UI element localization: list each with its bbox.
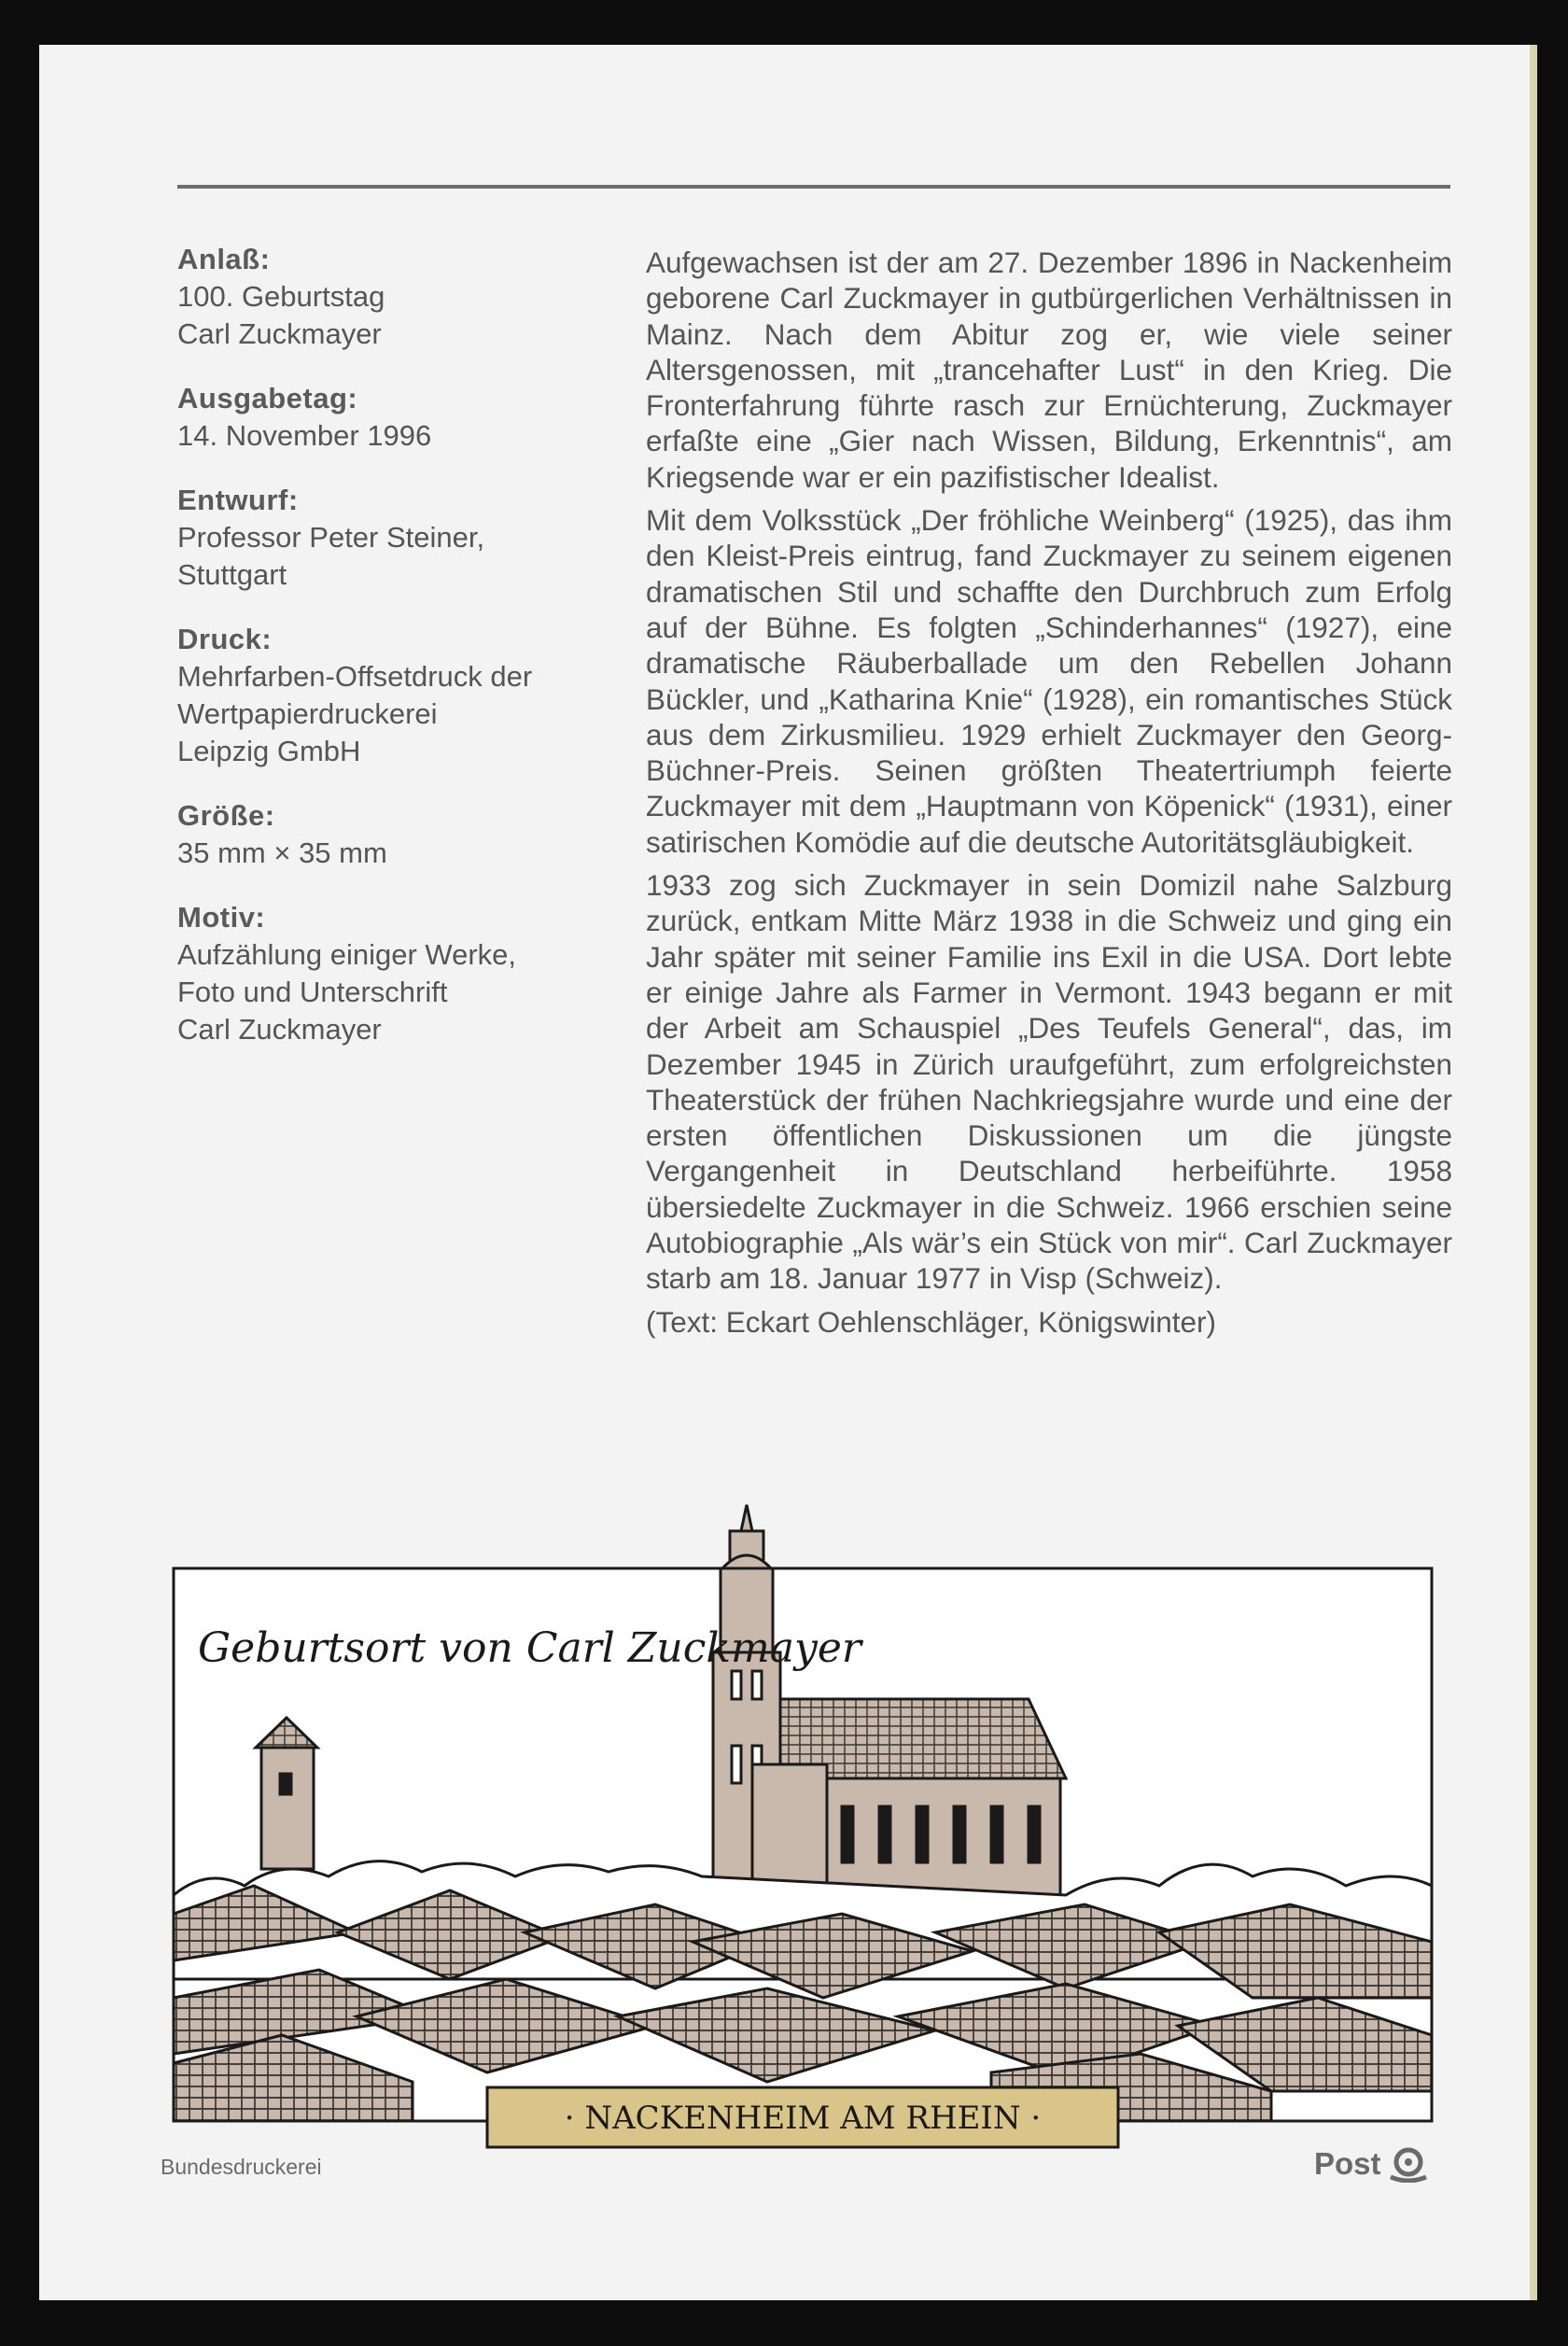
brand-label: Post [1314, 2146, 1381, 2181]
printer-credit: Bundesdruckerei [161, 2155, 322, 2179]
biography-paragraph: Mit dem Volksstück „Der fröhliche Weinberg“ (1925), das ihm den Kleist-Preis eintrug, fand Zuckmayer zu seinem eigenen dramatischen Stil und schaffte den Durchbruch zum Erfolg auf der Bühne. Es folgten „Schinderhannes“ (1927), eine dramatische Räuberballade um den Rebellen Johann Bückler, und „Katharina Knie“ (1928), ein romantisches Stück aus dem Zirkusmilieu. 1929 erhielt Zuckmayer den Georg-Büchner-Preis. Seinen größten Theatertriumph feierte Zuckmayer mit dem „Hauptmann von Köpenick“ (1931), einer satirischen Komödie auf die deutsche Autoritätsgläubigkeit. [646, 503, 1452, 859]
detail-label: Entwurf: [177, 484, 299, 516]
detail-issue-date [177, 380, 616, 455]
nackenheim-illustration [170, 1494, 1439, 2166]
post-horn-icon [1387, 2145, 1430, 2183]
top-rule [177, 185, 1450, 189]
detail-label: Anlaß: [177, 243, 271, 275]
detail-occasion [177, 241, 616, 353]
detail-print [177, 621, 616, 770]
page-edge [1530, 45, 1537, 2300]
detail-value: Aufzählung einiger Werke, Foto und Unterschrift Carl Zuckmayer [177, 938, 517, 1046]
biography-paragraph: Aufgewachsen ist der am 27. Dezember 1896 in Nackenheim geborene Carl Zuckmayer in gutbürgerlichen Verhältnissen in Mainz. Nach dem Abitur zog er, wie viele seiner Altersgenossen, mit „trancehafter Lust“ in den Krieg. Die Fronterfahrung führte rasch zur Ernüchterung, Zuckmayer erfaßte eine „Gier nach Wissen, Bildung, Erkenntnis“, am Kriegsende war er ein pazifistischer Idealist. [646, 246, 1452, 494]
text-credit: (Text: Eckart Oehlenschläger, Königswinter) [646, 1304, 1217, 1339]
post-brand [1314, 2145, 1430, 2183]
detail-design [177, 482, 616, 594]
detail-value: Professor Peter Steiner, Stuttgart [177, 521, 485, 591]
stamp-details [177, 241, 616, 1075]
detail-value: 35 mm × 35 mm [177, 836, 387, 869]
detail-label: Ausgabetag: [177, 382, 358, 414]
detail-value: 14. November 1996 [177, 419, 432, 452]
detail-size [177, 797, 616, 872]
detail-value: 100. Geburtstag Carl Zuckmayer [177, 280, 385, 350]
biography-paragraph: 1933 zog sich Zuckmayer in sein Domizil nahe Salzburg zurück, entkam Mitte März 1938 in die Schweiz und ging ein Jahr später mit seiner Familie ins Exil in die USA. Dort lebte er einige Jahre als Farmer in Vermont. 1943 begann er mit der Arbeit am Schauspiel „Des Teufels General“, das, im Dezember 1945 in Zürich uraufgeführt, zum erfolgreichsten Theaterstück der frühen Nachkriegsjahre wurde und eine der ersten öffentlichen Diskussionen um die jüngste Vergangenheit in Deutschland herbeiführte. 1958 übersiedelte Zuckmayer in die Schweiz. 1966 erschien seine Autobiographie „Als wär’s ein Stück von mir“. Carl Zuckmayer starb am 18. Januar 1977 in Visp (Schweiz). [646, 868, 1452, 1296]
detail-label: Motiv: [177, 901, 266, 934]
handwriting-text: Geburtsort von Carl Zuckmayer [198, 1624, 861, 1672]
detail-label: Größe: [177, 799, 275, 832]
place-caption: · NACKENHEIM AM RHEIN · [564, 2100, 1042, 2137]
left-tower [256, 1718, 317, 1869]
detail-value: Mehrfarben-Offsetdruck der Wertpapierdruckerei Leipzig GmbH [177, 660, 533, 767]
detail-label: Druck: [177, 623, 273, 655]
biography-text [646, 245, 1452, 1340]
detail-motif [177, 899, 616, 1048]
